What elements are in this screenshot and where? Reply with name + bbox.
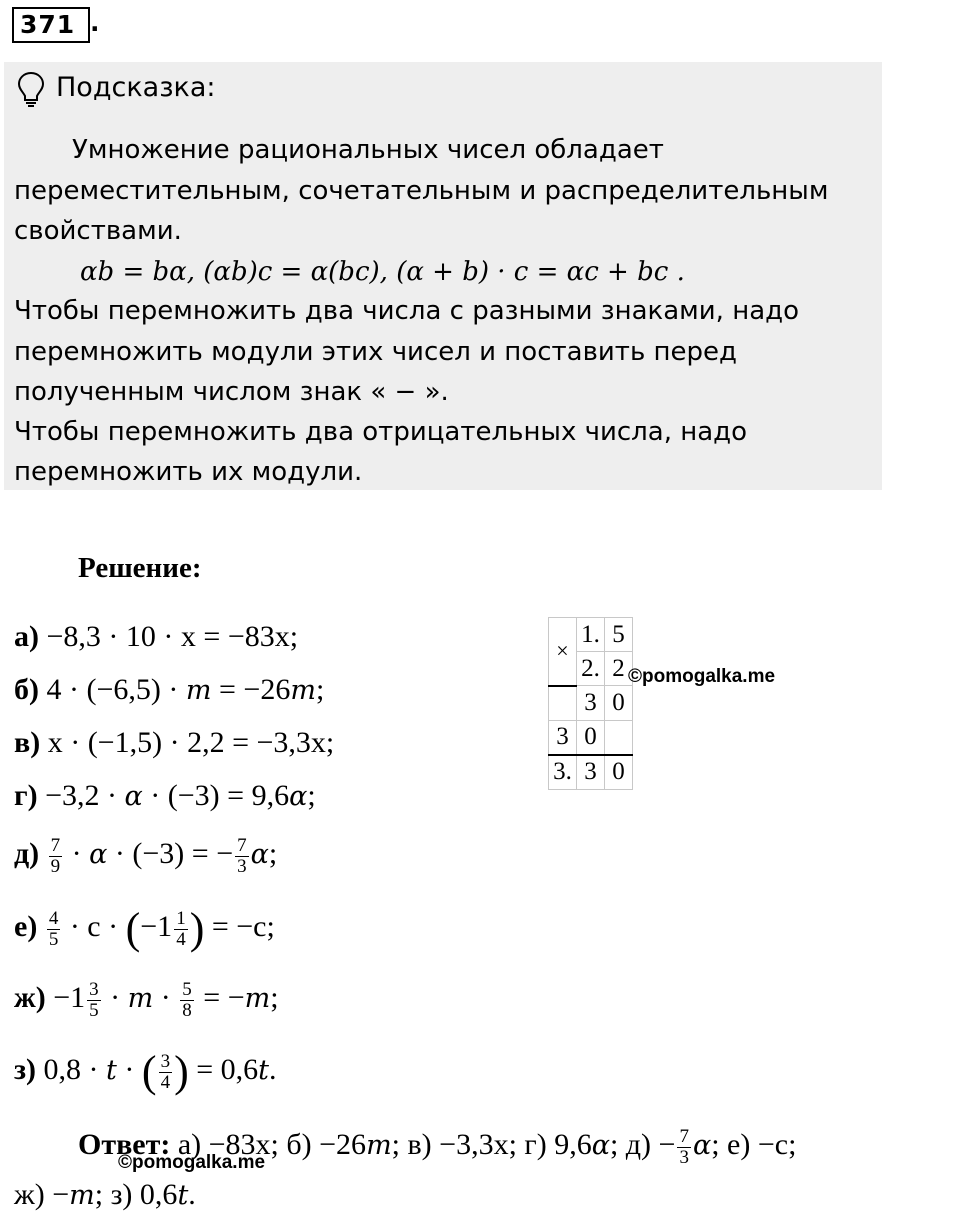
column-multiplication — [548, 617, 633, 790]
item-expression: ; — [268, 837, 278, 870]
answer-text: а) −83x; б) −26 — [170, 1128, 367, 1161]
digit-cell: 3 — [577, 686, 605, 721]
digit-cell: 2 — [605, 652, 633, 686]
item-expression: · — [116, 1053, 142, 1086]
answer-text: ; е) −c; — [711, 1128, 797, 1161]
solution-item-zh — [14, 978, 279, 1021]
fraction: $\frac{7}{3}$ — [679, 1125, 689, 1168]
item-expression: · (−3) = 9,6 — [142, 779, 290, 812]
item-expression: −8,3 · 10 · x = −83x; — [46, 620, 299, 653]
variable: m — [185, 675, 212, 706]
item-label: в) — [14, 726, 41, 759]
hint-title: Подсказка: — [56, 72, 216, 103]
digit-cell: 0 — [577, 720, 605, 755]
variable: t — [106, 1055, 117, 1086]
variable: m — [69, 1180, 95, 1211]
item-expression: = − — [195, 981, 245, 1014]
variable: α — [591, 1130, 610, 1161]
digit-cell: 3. — [549, 755, 577, 790]
digit-cell: 3 — [549, 720, 577, 755]
item-label: а) — [14, 620, 39, 653]
digit-cell: 5 — [605, 618, 633, 652]
hint-formula: αb = bα, (αb)c = α(bc), (α + b) · c = αc + bc . — [80, 257, 685, 287]
solution-item-a — [14, 617, 298, 657]
item-label: ж) — [14, 981, 46, 1014]
digit-cell — [605, 720, 633, 755]
item-expression: ; — [270, 981, 279, 1014]
answer-text: ж) − — [14, 1178, 70, 1211]
hint-line: Чтобы перемножить два отрицательных числа, надо — [14, 417, 748, 447]
lightbulb-icon — [16, 70, 46, 108]
variable: m — [290, 675, 316, 706]
fraction: $\frac{7}{3}$ — [237, 834, 247, 877]
digit-cell: 1. — [577, 618, 605, 652]
paren: ( — [125, 904, 141, 954]
solution-item-g — [14, 776, 316, 817]
item-expression: · — [153, 981, 179, 1014]
hint-line: свойствами. — [14, 216, 182, 246]
variable: α — [289, 781, 308, 812]
answer-text: . — [188, 1178, 196, 1211]
watermark: ©pomogalka.me — [118, 1152, 266, 1173]
watermark: ©pomogalka.me — [628, 666, 776, 687]
fraction: $\frac{3}{4}$ — [160, 1050, 171, 1093]
fraction: $\frac{5}{8}$ — [182, 978, 192, 1021]
item-expression: −3,2 · — [45, 779, 125, 812]
item-expression: 4 · (−6,5) · — [46, 673, 186, 706]
variable: m — [366, 1130, 392, 1161]
task-number-dot: . — [90, 8, 100, 37]
item-expression: = −26 — [211, 673, 291, 706]
solution-item-b — [14, 670, 324, 711]
solution-item-v — [14, 723, 334, 763]
item-expression: ; — [307, 779, 316, 812]
variable: m — [244, 983, 271, 1014]
fraction: $\frac{1}{4}$ — [176, 907, 186, 950]
hint-line: перемножить их модули. — [14, 457, 363, 487]
answer-text: ; з) 0,6 — [94, 1178, 178, 1211]
item-expression: = −c; — [204, 910, 275, 943]
paren: ( — [141, 1047, 157, 1097]
variable: t — [258, 1055, 269, 1086]
variable: α — [250, 839, 269, 870]
solution-item-z — [14, 1047, 277, 1097]
item-label: д) — [14, 837, 40, 870]
answer-line-2 — [14, 1175, 196, 1216]
item-label: б) — [14, 673, 39, 706]
item-expression: = 0,6 — [188, 1053, 259, 1086]
hint-line: переместительным, сочетательным и распределительным — [14, 176, 829, 206]
item-expression: −1 — [53, 981, 86, 1014]
item-label: з) — [14, 1053, 37, 1086]
digit-cell: 0 — [605, 755, 633, 790]
multiply-sign: × — [549, 618, 577, 686]
item-expression: . — [269, 1053, 277, 1086]
digit-cell: 3 — [577, 755, 605, 790]
item-expression: · (−3) = − — [107, 837, 234, 870]
item-label: г) — [14, 779, 38, 812]
digit-cell: 0 — [605, 686, 633, 721]
hint-line: Чтобы перемножить два числа с разными знаками, надо — [14, 296, 800, 326]
item-expression: −1 — [140, 910, 173, 943]
digit-cell: 2. — [577, 652, 605, 686]
variable: α — [124, 781, 143, 812]
variable: α — [89, 839, 108, 870]
hint-line: Умножение рациональных чисел обладает — [72, 135, 664, 165]
solution-item-e — [14, 904, 275, 954]
task-number: 371 — [12, 7, 90, 43]
solution-item-d — [14, 834, 277, 877]
fraction: $\frac{4}{5}$ — [48, 907, 59, 950]
item-expression: · c · — [62, 910, 126, 943]
item-expression: ; — [315, 673, 325, 706]
item-expression: · — [102, 981, 128, 1014]
item-label: е) — [14, 910, 38, 943]
item-expression: · — [64, 837, 90, 870]
hint-line: перемножить модули этих чисел и поставить перед — [14, 337, 737, 367]
answer-label: Ответ: — [78, 1128, 171, 1161]
fraction: $\frac{3}{5}$ — [89, 978, 99, 1021]
solution-title: Решение: — [78, 552, 202, 584]
answer-text: ; д) − — [609, 1128, 676, 1161]
fraction: $\frac{7}{9}$ — [50, 834, 61, 877]
digit-cell — [549, 686, 577, 721]
paren: ) — [189, 904, 205, 954]
hint-line: полученным числом знак « − ». — [14, 377, 449, 407]
item-expression: x · (−1,5) · 2,2 = −3,3x; — [47, 726, 335, 759]
variable: α — [692, 1130, 712, 1161]
item-expression: 0,8 · — [43, 1053, 107, 1086]
answer-text: ; в) −3,3x; г) 9,6 — [391, 1128, 592, 1161]
variable: m — [127, 983, 154, 1014]
variable: t — [177, 1180, 189, 1211]
paren: ) — [174, 1047, 189, 1097]
